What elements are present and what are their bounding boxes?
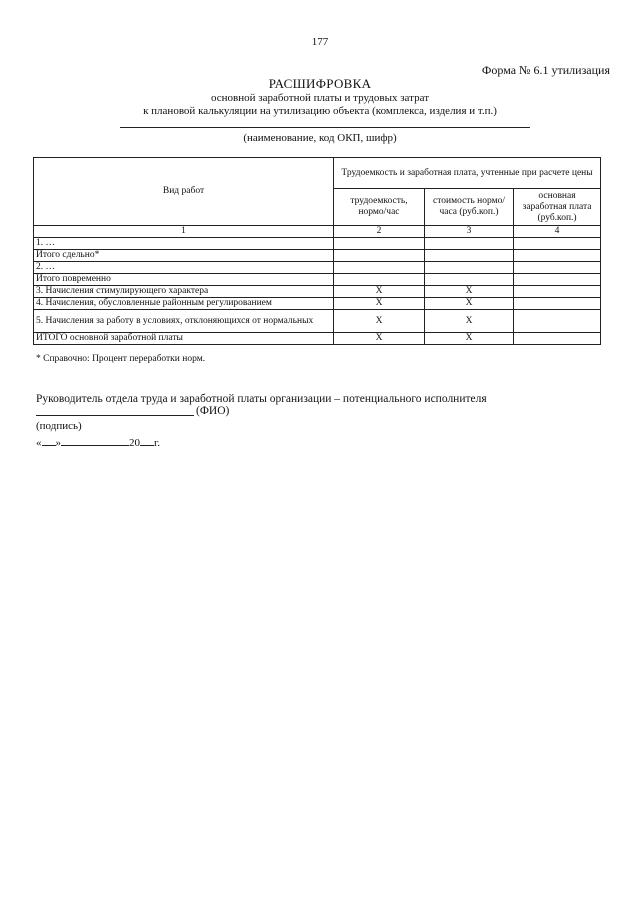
column-number: 3 bbox=[425, 226, 514, 238]
cell-value: Х bbox=[334, 286, 425, 298]
cell-value: Х bbox=[425, 298, 514, 310]
fio-label: (ФИО) bbox=[196, 405, 230, 417]
form-number: Форма № 6.1 утилизация bbox=[481, 63, 610, 77]
year-prefix: 20 bbox=[129, 437, 140, 449]
cell-value: Х bbox=[334, 333, 425, 345]
date-open-quote: « bbox=[36, 437, 42, 449]
table-row bbox=[34, 250, 601, 262]
cell-value bbox=[334, 262, 425, 274]
date-close-quote: » bbox=[55, 437, 61, 449]
cell-value bbox=[334, 238, 425, 250]
page-number: 177 bbox=[311, 36, 329, 48]
row-label: Итого повременно bbox=[34, 274, 334, 286]
year-blank bbox=[140, 434, 154, 446]
cell-value bbox=[425, 274, 514, 286]
footnote: * Справочно: Процент переработки норм. bbox=[36, 354, 206, 364]
cell-value: Х bbox=[425, 310, 514, 333]
month-blank bbox=[61, 434, 129, 446]
table-row bbox=[34, 274, 601, 286]
column-number: 4 bbox=[514, 226, 601, 238]
document-subtitle-2: к плановой калькуляции на утилизацию объекта (комплекса, изделия и т.п.) bbox=[143, 105, 497, 117]
responsible-person-label: Руководитель отдела труда и заработной платы организации – потенциального исполнителя bbox=[36, 393, 487, 405]
row-label: 5. Начисления за работу в условиях, отклоняющихся от нормальных bbox=[34, 310, 334, 333]
labor-cost-table bbox=[33, 157, 601, 345]
signature-label: (подпись) bbox=[36, 420, 82, 432]
table-row bbox=[34, 286, 601, 298]
header-hour-cost: стоимость нормо/часа (руб.коп.) bbox=[425, 189, 514, 226]
header-group: Трудоемкость и заработная плата, учтенные при расчете цены bbox=[334, 158, 601, 189]
object-name-line bbox=[120, 127, 530, 128]
header-work-type: Вид работ bbox=[34, 158, 334, 226]
cell-value bbox=[514, 286, 601, 298]
cell-value bbox=[514, 238, 601, 250]
cell-value bbox=[514, 333, 601, 345]
row-label: 4. Начисления, обусловленные районным регулированием bbox=[34, 298, 334, 310]
table-row bbox=[34, 238, 601, 250]
year-suffix: г. bbox=[154, 437, 161, 449]
header-labor-intensity: трудоемкость, нормо/час bbox=[334, 189, 425, 226]
day-blank bbox=[42, 434, 56, 446]
cell-value bbox=[514, 310, 601, 333]
signature-line bbox=[36, 415, 194, 416]
column-number: 2 bbox=[334, 226, 425, 238]
row-label: ИТОГО основной заработной платы bbox=[34, 333, 334, 345]
cell-value bbox=[425, 262, 514, 274]
table-row bbox=[34, 333, 601, 345]
cell-value bbox=[425, 250, 514, 262]
table-row bbox=[34, 310, 601, 333]
cell-value bbox=[334, 250, 425, 262]
cell-value: Х bbox=[425, 286, 514, 298]
row-label: Итого сдельно* bbox=[34, 250, 334, 262]
document-subtitle-1: основной заработной платы и трудовых затрат bbox=[210, 92, 430, 104]
cell-value bbox=[514, 298, 601, 310]
table-row bbox=[34, 298, 601, 310]
header-base-salary: основная заработная плата (руб.коп.) bbox=[514, 189, 601, 226]
row-label: 2. … bbox=[34, 262, 334, 274]
cell-value bbox=[514, 250, 601, 262]
column-number: 1 bbox=[34, 226, 334, 238]
cell-value bbox=[514, 274, 601, 286]
cell-value bbox=[425, 238, 514, 250]
table-row bbox=[34, 262, 601, 274]
object-name-caption: (наименование, код ОКП, шифр) bbox=[243, 132, 397, 144]
cell-value: Х bbox=[334, 298, 425, 310]
row-label: 1. … bbox=[34, 238, 334, 250]
cell-value bbox=[514, 262, 601, 274]
cell-value: Х bbox=[334, 310, 425, 333]
cell-value bbox=[334, 274, 425, 286]
document-title: РАСШИФРОВКА bbox=[268, 76, 372, 91]
row-label: 3. Начисления стимулирующего характера bbox=[34, 286, 334, 298]
cell-value: Х bbox=[425, 333, 514, 345]
date-line bbox=[36, 434, 160, 449]
